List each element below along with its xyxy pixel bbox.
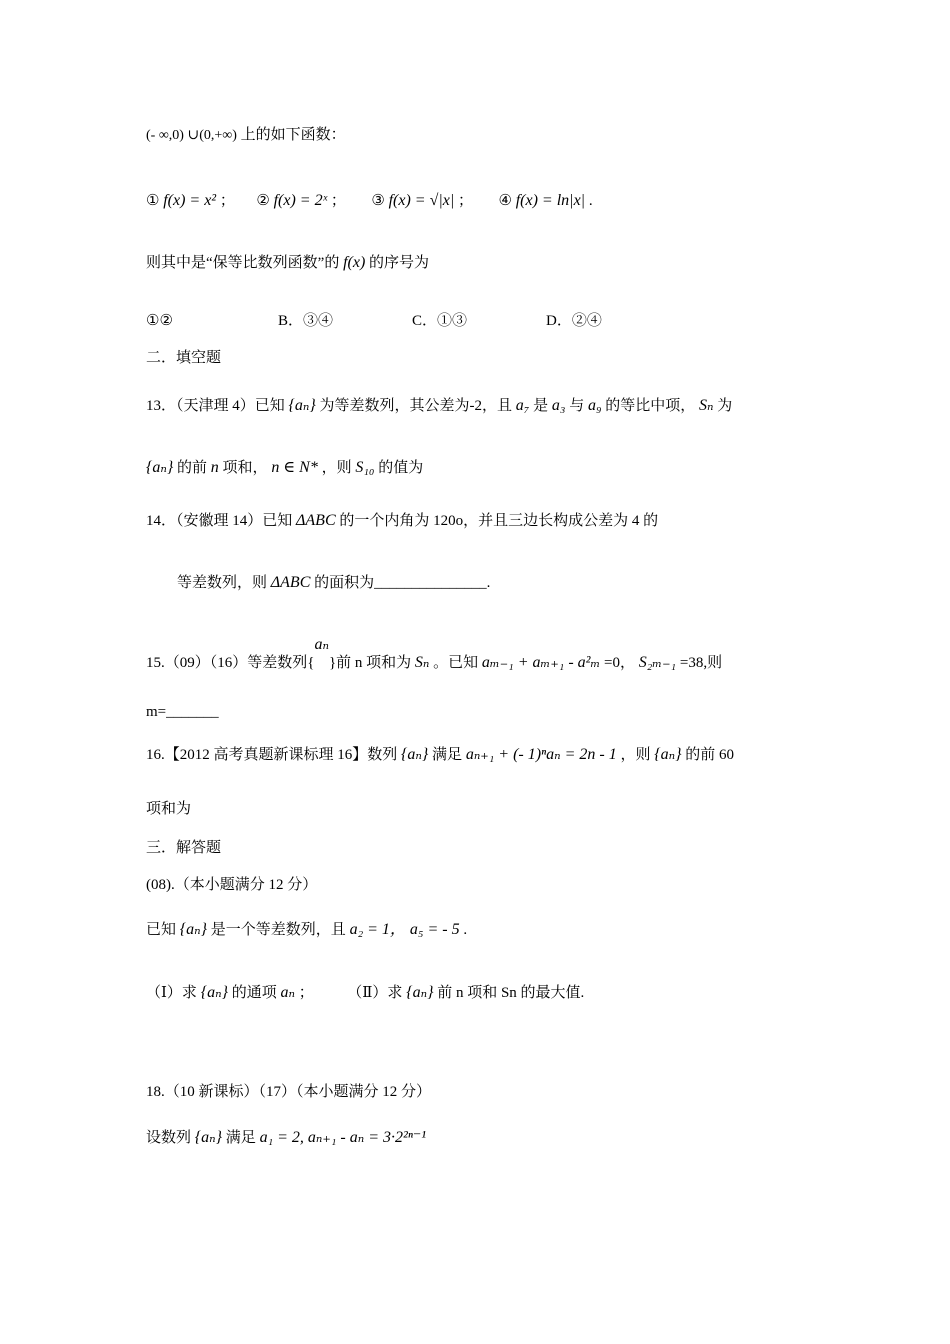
question-15-line-2: m=_______ <box>146 704 219 720</box>
q17-part-1-a: （Ⅰ）求 <box>146 985 197 1001</box>
q15-sn: Sₙ <box>414 654 430 671</box>
function-4-expr: f(x) = ln|x| <box>515 192 586 209</box>
question-17-parts <box>146 985 584 1001</box>
function-4-sep: . <box>588 193 593 209</box>
q18-equation: a₁ = 2, aₙ₊₁ - aₙ = 3·2²ⁿ⁻¹ <box>259 1129 427 1146</box>
function-1-expr: f(x) = x² <box>163 192 217 209</box>
section-answer-title: 三．解答题 <box>146 840 222 856</box>
q15-text-a: 15.（09）（16）等差数列{ <box>146 655 315 671</box>
q13-seq-2: {aₙ} <box>146 459 174 476</box>
q17-equation: a₂ = 1， a₅ = - 5 <box>349 921 460 938</box>
function-1-sep: ； <box>219 193 235 209</box>
q16-equation: aₙ₊₁ + (- 1)ⁿaₙ = 2n - 1 <box>465 746 617 763</box>
question-13-line-2 <box>146 460 423 476</box>
q13-s10: S₁₀ <box>355 459 375 476</box>
q17-part-2-b: 前 n 项和 Sn 的最大值. <box>437 985 585 1001</box>
q17-text-c: . <box>463 922 468 938</box>
q16-text-c: ，则 <box>620 747 651 763</box>
q15-an: aₙ <box>314 636 329 653</box>
domain-text: 上的如下函数： <box>240 127 346 143</box>
q13-text-j: 的值为 <box>378 460 424 476</box>
question-18-stem <box>146 1130 426 1146</box>
section-fill-blank-title: 二．填空题 <box>146 350 222 366</box>
question-12-options <box>146 314 602 329</box>
option-d: D．②④ <box>546 313 602 329</box>
q16-seq: {aₙ} <box>401 746 429 763</box>
function-3-expr: f(x) = √|x| <box>388 192 455 209</box>
function-2-num: ② <box>256 193 270 209</box>
q15-text-d: =0， <box>604 655 635 671</box>
function-2-sep: ； <box>330 193 346 209</box>
question-18-header: 18.（10 新课标）（17）（本小题满分 12 分） <box>146 1084 432 1100</box>
question-13-line-1 <box>146 398 732 414</box>
q13-text-c: 是 <box>533 398 549 414</box>
q12-fx: f(x) <box>343 254 366 271</box>
q15-s2m-1: S₂ₘ₋₁ <box>638 654 677 671</box>
domain-expr: (- ∞,0) ∪(0,+∞) <box>146 128 237 143</box>
q17-seq: {aₙ} <box>179 921 208 938</box>
q13-a3: a₃ <box>551 397 566 414</box>
question-12-stem <box>146 255 429 271</box>
q17-part-1-b: 的通项 <box>231 985 277 1001</box>
function-1-num: ① <box>146 193 160 209</box>
q13-text-b: 为等差数列，其公差为-2，且 <box>319 398 513 414</box>
q17-text-a: 已知 <box>146 922 177 938</box>
q13-text-d: 与 <box>569 398 585 414</box>
q14-text-c: 等差数列，则 <box>177 575 268 591</box>
question-17-header: (08).（本小题满分 12 分） <box>146 877 318 893</box>
q16-text-a: 16.【2012 高考真题新课标理 16】数列 <box>146 747 398 763</box>
q13-text-e: 的等比中项， <box>605 398 696 414</box>
q15-text-c: 。已知 <box>433 655 479 671</box>
q13-text-h: 项和， <box>222 460 268 476</box>
q15-equation: aₘ₋₁ + aₘ₊₁ - a²ₘ <box>481 654 601 671</box>
q14-text-a: 14．（安徽理 14）已知 <box>146 513 293 529</box>
q15-text-b: }前 n 项和为 <box>328 655 412 671</box>
q13-n-in-N: n ∈ N* <box>271 459 318 476</box>
question-15-line-1 <box>146 636 723 671</box>
q18-text-b: 满足 <box>225 1130 256 1146</box>
q17-part-1-c: ； <box>298 985 314 1001</box>
option-a: ①② <box>146 313 173 329</box>
q13-text-f: 为 <box>717 398 733 414</box>
q16-text-b: 满足 <box>432 747 463 763</box>
function-3-sep: ； <box>458 193 474 209</box>
question-16-line-1 <box>146 747 734 763</box>
q13-n: n <box>210 459 219 476</box>
function-4-num: ④ <box>498 193 512 209</box>
question-14-line-2 <box>177 575 490 591</box>
q16-seq-2: {aₙ} <box>654 746 682 763</box>
domain-line <box>146 128 346 143</box>
q17-seq-2: {aₙ} <box>200 984 228 1001</box>
option-b: B．③④ <box>278 313 334 329</box>
question-14-line-1 <box>146 513 658 529</box>
q17-an: aₙ <box>280 984 295 1001</box>
q15-text-e: =38,则 <box>679 655 723 671</box>
q14-text-d: 的面积为_______________. <box>314 575 491 591</box>
function-2-expr: f(x) = 2ˣ <box>273 192 328 209</box>
q18-text-a: 设数列 <box>146 1130 192 1146</box>
q13-seq: {aₙ} <box>288 397 316 414</box>
q13-text-i: ，则 <box>321 460 352 476</box>
q16-text-d: 的前 60 <box>685 747 735 763</box>
q14-text-b: 的一个内角为 120o，并且三边长构成公差为 4 的 <box>339 513 659 529</box>
option-c: C．①③ <box>412 313 468 329</box>
q14-triangle-2: ΔABC <box>270 574 311 591</box>
question-16-line-2: 项和为 <box>146 801 192 817</box>
q18-seq: {aₙ} <box>194 1129 223 1146</box>
q12-post: 的序号为 <box>369 255 430 271</box>
question-17-stem <box>146 922 467 938</box>
q13-a7: a₇ <box>515 397 530 414</box>
q12-pre: 则其中是“保等比数列函数”的 <box>146 255 340 271</box>
q17-seq-3: {aₙ} <box>406 984 434 1001</box>
function-list <box>146 193 593 209</box>
function-3-num: ③ <box>371 193 385 209</box>
q13-text-a: 13．（天津理 4）已知 <box>146 398 285 414</box>
q13-a9: a₉ <box>587 397 602 414</box>
q14-triangle: ΔABC <box>296 512 336 529</box>
q13-text-g: 的前 <box>177 460 208 476</box>
q13-sn: Sₙ <box>699 397 714 414</box>
q17-part-2-a: （Ⅱ）求 <box>347 985 403 1001</box>
q17-text-b: 是一个等差数列，且 <box>210 922 346 938</box>
